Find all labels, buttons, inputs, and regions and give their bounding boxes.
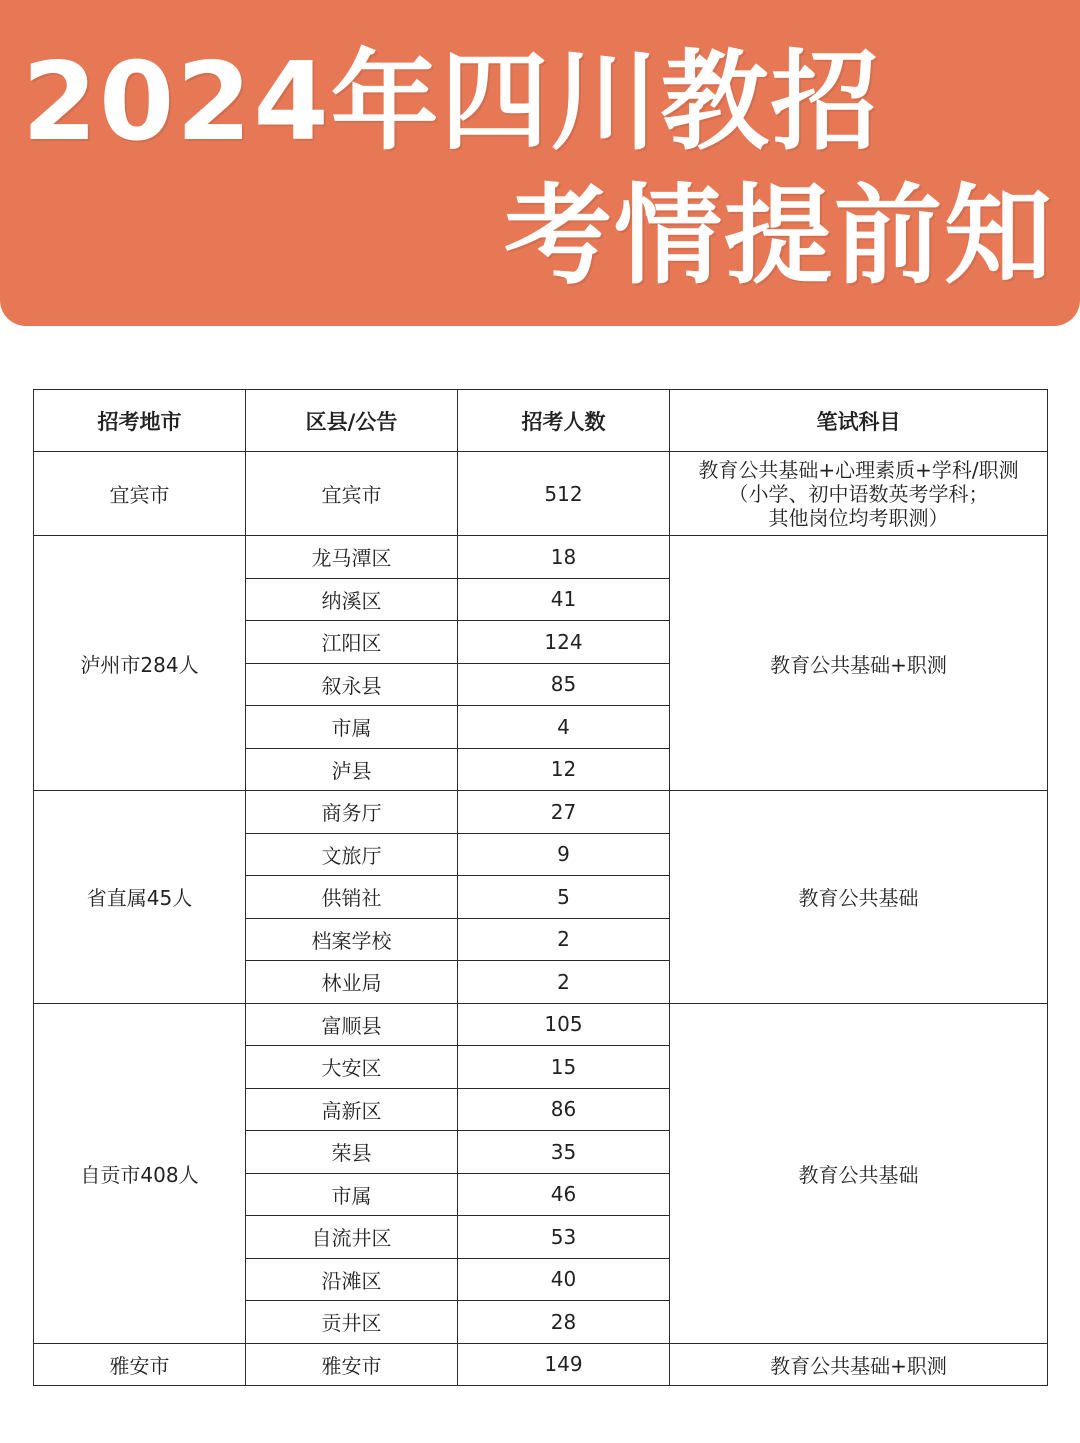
district-cell: 泸县 [246, 748, 458, 791]
exam-line: 教育公共基础+心理素质+学科/职测 [698, 457, 1019, 482]
district-cell: 江阳区 [246, 621, 458, 664]
city-cell: 雅安市 [34, 1343, 246, 1386]
city-cell: 自贡市408人 [34, 1003, 246, 1343]
count-cell: 512 [458, 452, 670, 536]
table-row [34, 452, 1048, 536]
title-line-1: 2024年四川教招 [22, 40, 881, 165]
table-row [34, 1343, 1048, 1386]
district-cell: 纳溪区 [246, 578, 458, 621]
header-exam: 笔试科目 [670, 390, 1048, 452]
district-cell: 林业局 [246, 961, 458, 1004]
table-row [34, 536, 1048, 579]
district-cell: 商务厅 [246, 791, 458, 834]
header-city: 招考地市 [34, 390, 246, 452]
district-cell: 宜宾市 [246, 452, 458, 536]
table-row [34, 1003, 1048, 1046]
count-cell: 85 [458, 663, 670, 706]
count-cell: 124 [458, 621, 670, 664]
count-cell: 86 [458, 1088, 670, 1131]
exam-line: （小学、初中语数英考学科； [728, 481, 989, 506]
city-cell: 宜宾市 [34, 452, 246, 536]
exam-cell: 教育公共基础+职测 [670, 1343, 1048, 1386]
recruitment-table [33, 389, 1048, 1386]
count-cell: 27 [458, 791, 670, 834]
header-district: 区县/公告 [246, 390, 458, 452]
count-cell: 149 [458, 1343, 670, 1386]
district-cell: 档案学校 [246, 918, 458, 961]
district-cell: 富顺县 [246, 1003, 458, 1046]
header-count: 招考人数 [458, 390, 670, 452]
district-cell: 供销社 [246, 876, 458, 919]
exam-cell: 教育公共基础+职测 [670, 536, 1048, 791]
count-cell: 40 [458, 1258, 670, 1301]
district-cell: 雅安市 [246, 1343, 458, 1386]
district-cell: 龙马潭区 [246, 536, 458, 579]
table-header-row [34, 390, 1048, 452]
count-cell: 5 [458, 876, 670, 919]
count-cell: 12 [458, 748, 670, 791]
district-cell: 市属 [246, 706, 458, 749]
count-cell: 41 [458, 578, 670, 621]
count-cell: 15 [458, 1046, 670, 1089]
district-cell: 沿滩区 [246, 1258, 458, 1301]
count-cell: 35 [458, 1131, 670, 1174]
district-cell: 市属 [246, 1173, 458, 1216]
exam-cell [670, 452, 1048, 536]
district-cell: 文旅厅 [246, 833, 458, 876]
count-cell: 9 [458, 833, 670, 876]
count-cell: 53 [458, 1216, 670, 1259]
district-cell: 叙永县 [246, 663, 458, 706]
exam-cell: 教育公共基础 [670, 1003, 1048, 1343]
district-cell: 贡井区 [246, 1301, 458, 1344]
city-cell: 省直属45人 [34, 791, 246, 1004]
count-cell: 105 [458, 1003, 670, 1046]
exam-cell: 教育公共基础 [670, 791, 1048, 1004]
city-cell: 泸州市284人 [34, 536, 246, 791]
count-cell: 46 [458, 1173, 670, 1216]
district-cell: 高新区 [246, 1088, 458, 1131]
title-banner [0, 0, 1080, 326]
title-line-2: 考情提前知 [503, 174, 1054, 299]
count-cell: 28 [458, 1301, 670, 1344]
count-cell: 4 [458, 706, 670, 749]
count-cell: 2 [458, 918, 670, 961]
district-cell: 荣县 [246, 1131, 458, 1174]
district-cell: 大安区 [246, 1046, 458, 1089]
count-cell: 2 [458, 961, 670, 1004]
table-row [34, 791, 1048, 834]
district-cell: 自流井区 [246, 1216, 458, 1259]
exam-line: 其他岗位均考职测） [768, 505, 949, 530]
count-cell: 18 [458, 536, 670, 579]
